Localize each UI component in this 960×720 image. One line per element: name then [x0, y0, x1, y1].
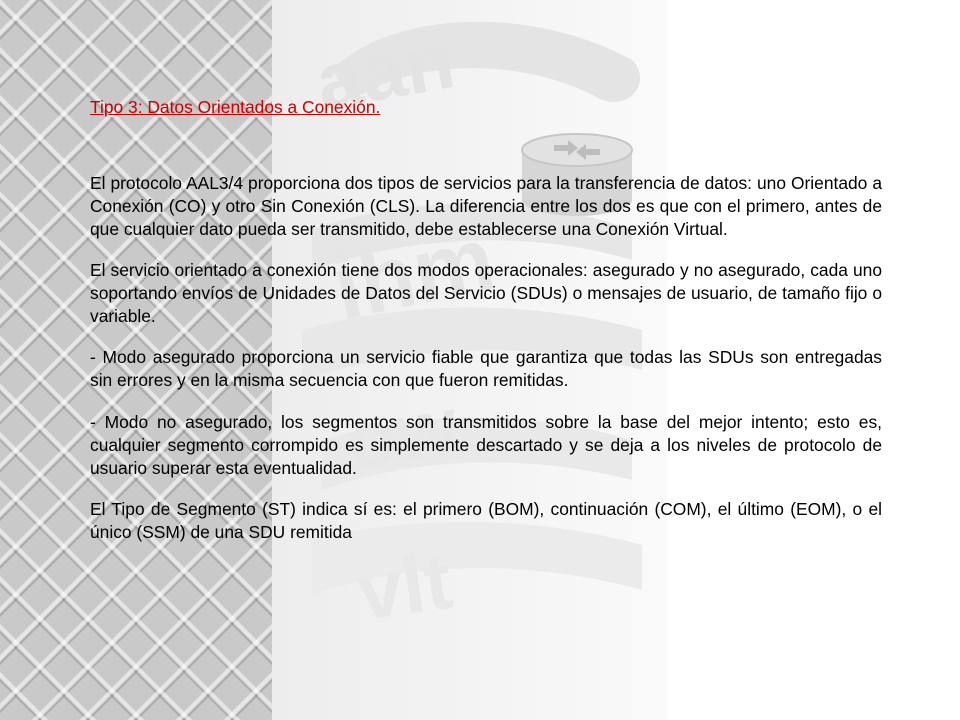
paragraph-assured-mode: - Modo asegurado proporciona un servicio fiable que garantiza que todas las SDUs son entregadas sin errores y en la misma secuencia con que fueron remitidas. — [90, 347, 882, 391]
paragraph-modes: El servicio orientado a conexión tiene dos modos operacionales: asegurado y no asegurado, cada uno soportando envíos de Unidades de Datos del Servicio (SDUs) o mensajes de usuario, de tamaño fijo o variable. — [90, 259, 882, 327]
slide-title: Tipo 3: Datos Orientados a Conexión. — [90, 97, 381, 117]
paragraph-unassured-mode: - Modo no asegurado, los segmentos son transmitidos sobre la base del mejor intento; esto es, cualquier segmento corrompido es simplemente descartado y se deja a los niveles de protocolo de usuario superar esta eventualidad. — [90, 411, 882, 479]
svg-text:vlt: vlt — [351, 535, 457, 637]
paragraph-segment-type: El Tipo de Segmento (ST) indica sí es: el primero (BOM), continuación (COM), el último (EOM), o el único (SSM) de una SDU remitida — [90, 499, 882, 543]
paragraph-intro: El protocolo AAL3/4 proporciona dos tipos de servicios para la transferencia de datos: uno Orientado a Conexión (CO) y otro Sin Conexión (CLS). La diferencia entre los dos es que con el primero, antes de que cualquier dato pueda ser transmitido, debe establecerse una Conexión Virtual. — [90, 173, 882, 240]
svg-text:ow: ow — [339, 379, 465, 487]
slide-content — [90, 96, 882, 545]
svg-text:aan: aan — [309, 15, 461, 127]
svg-text:ihm: ihm — [325, 208, 503, 340]
